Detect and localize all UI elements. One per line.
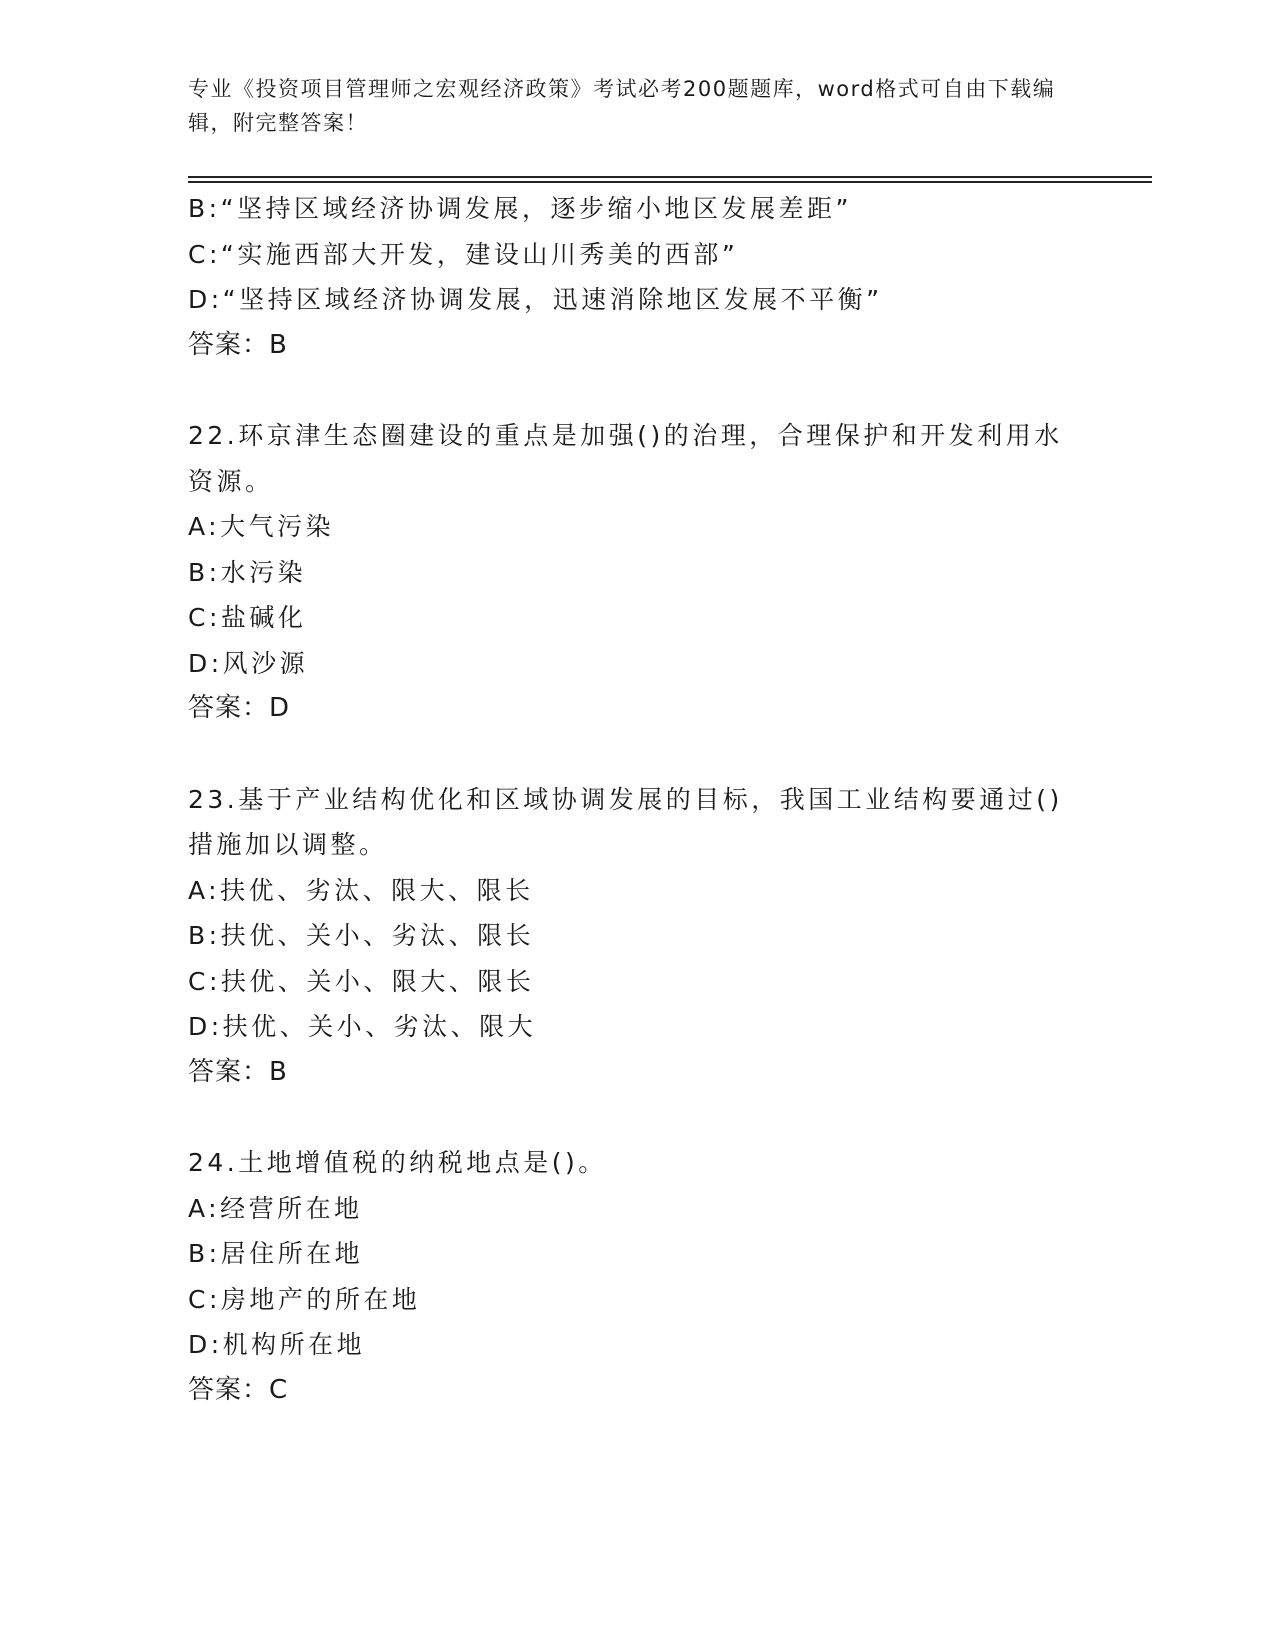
question-text: 22.环京津生态圈建设的重点是加强()的治理，合理保护和开发利用水资源。 [188, 421, 1063, 496]
option-c: C:“实施西部大开发，建设山川秀美的西部” [188, 239, 739, 269]
answer: 答案：B [188, 1056, 288, 1087]
option-b: B:扶优、关小、劣汰、限长 [188, 921, 535, 950]
option-d: D:机构所在地 [188, 1330, 366, 1359]
option-a: A:扶优、劣汰、限大、限长 [188, 875, 534, 905]
option-a: A:经营所在地 [188, 1193, 363, 1223]
question-23 [188, 777, 1088, 1096]
question-carryover [188, 186, 1088, 368]
option-a: A:大气污染 [188, 512, 335, 541]
option-d: D:扶优、关小、劣汰、限大 [188, 1012, 537, 1041]
option-b: B:“坚持区域经济协调发展，逐步缩小地区发展差距” [188, 194, 852, 223]
document-body [188, 186, 1088, 1413]
option-d: D:“坚持区域经济协调发展，迅速消除地区发展不平衡” [188, 285, 883, 314]
question-text: 23.基于产业结构优化和区域协调发展的目标，我国工业结构要通过()措施加以调整。 [188, 784, 1063, 859]
answer: 答案：C [188, 1374, 289, 1405]
option-c: C:房地产的所在地 [188, 1284, 421, 1314]
header-rule-bottom [188, 181, 1152, 183]
answer: 答案：B [188, 329, 288, 360]
question-text: 24.土地增值税的纳税地点是()。 [188, 1148, 607, 1177]
document-header: 专业《投资项目管理师之宏观经济政策》考试必考200题题库，word格式可自由下载编辑，附完整答案！ [188, 77, 1056, 135]
option-d: D:风沙源 [188, 648, 309, 678]
question-22 [188, 413, 1088, 732]
header-rule-top [188, 176, 1152, 178]
answer: 答案：D [188, 693, 291, 723]
option-c: C:盐碱化 [188, 603, 307, 632]
option-c: C:扶优、关小、限大、限长 [188, 966, 535, 996]
option-b: B:居住所在地 [188, 1239, 364, 1268]
option-b: B:水污染 [188, 557, 307, 587]
question-24 [188, 1140, 1088, 1413]
